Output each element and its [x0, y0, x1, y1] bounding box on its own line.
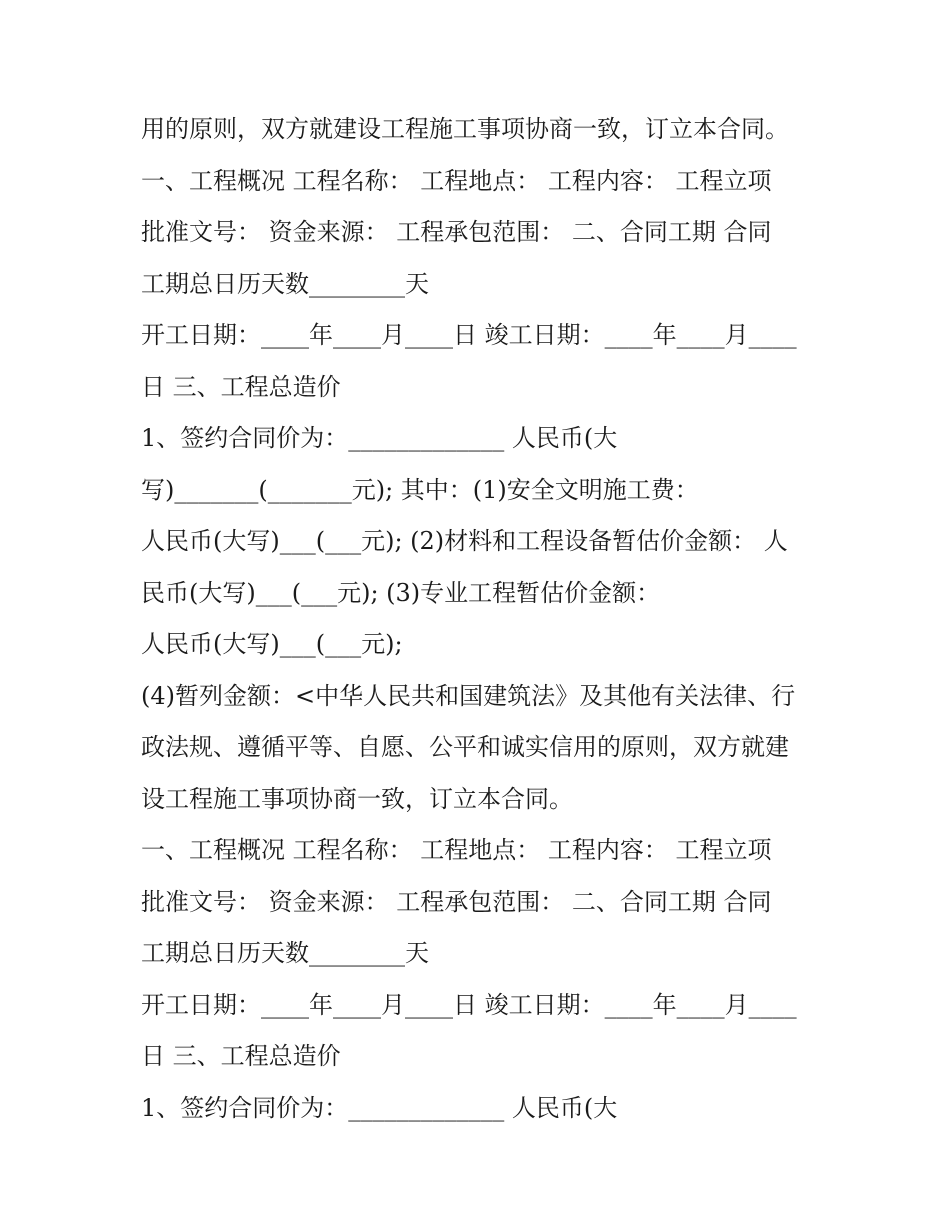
text-line-6: 日 三、工程总造价 — [141, 372, 341, 401]
text-line-13: 政法规、遵循平等、自愿、公平和诚实信用的原则，双方就建 — [141, 733, 789, 761]
text-line-11: 人民币(大写)___(___元); — [141, 630, 403, 658]
text-line-17: 工期总日历天数________天 — [141, 939, 429, 967]
text-line-18: 开工日期：____年____月____日 竣工日期：____年____月____ — [141, 990, 797, 1019]
text-line-20: 1、签约合同价为：_____________ 人民币(大 — [141, 1093, 618, 1122]
text-line-4: 工期总日历天数________天 — [141, 269, 429, 298]
text-line-8: 写)_______(_______元); 其中：(1)安全文明施工费： — [141, 475, 699, 504]
text-line-2: 一、工程概况 工程名称： 工程地点： 工程内容： 工程立项 — [141, 166, 772, 195]
text-line-15: 一、工程概况 工程名称： 工程地点： 工程内容： 工程立项 — [141, 836, 772, 864]
text-line-10: 民币(大写)___(___元); (3)专业工程暂估价金额： — [141, 578, 661, 607]
text-line-19: 日 三、工程总造价 — [141, 1042, 341, 1070]
text-line-7: 1、签约合同价为：_____________ 人民币(大 — [141, 424, 618, 452]
text-line-12: (4)暂列金额：<中华人民共和国建筑法》及其他有关法律、行 — [141, 681, 796, 710]
text-line-1: 用的原则，双方就建设工程施工事项协商一致，订立本合同。 — [141, 115, 789, 143]
contract-text — [141, 104, 821, 1134]
text-line-3: 批准文号： 资金来源： 工程承包范围： 二、合同工期 合同 — [141, 218, 772, 246]
text-line-16: 批准文号： 资金来源： 工程承包范围： 二、合同工期 合同 — [141, 887, 772, 916]
text-line-9: 人民币(大写)___(___元); (2)材料和工程设备暂估价金额： 人 — [141, 527, 788, 555]
text-line-14: 设工程施工事项协商一致，订立本合同。 — [141, 784, 573, 813]
text-line-5: 开工日期：____年____月____日 竣工日期：____年____月____ — [141, 321, 797, 349]
